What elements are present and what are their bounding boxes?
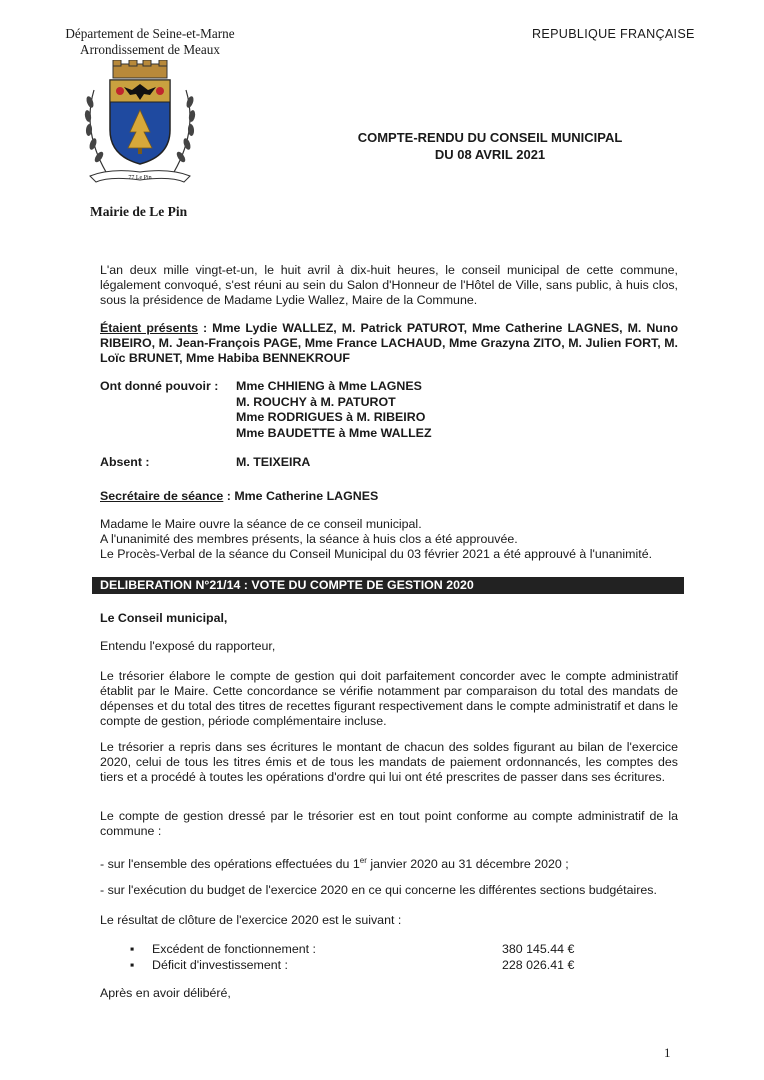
secretaire-value: : Mme Catherine LAGNES	[223, 489, 379, 503]
republique-header: REPUBLIQUE FRANÇAISE	[532, 27, 695, 41]
bullet-value: 380 145.44 €	[502, 942, 575, 956]
deliberation-item-2: - sur l'exécution du budget de l'exercice 2020 en ce qui concerne les différentes sections budgétaires.	[100, 883, 657, 897]
presents-list: : Mme Lydie WALLEZ, M. Patrick PATUROT, Mme Catherine LAGNES, M. Nuno RIBEIRO, M. Jean-François PAGE, Mme France LACHAUD, Mme Grazyna ZITO, M. Julien FORT, M. Loïc BRUNET, Mme Habiba BENNEKROUF	[100, 321, 679, 365]
resultat-list	[130, 942, 582, 973]
ouverture-line: Le Procès-Verbal de la séance du Conseil Municipal du 03 février 2021 a été approuvé à l'unanimité.	[100, 547, 653, 561]
deliberation-paragraph-1: Le trésorier élabore le compte de gestion qui doit parfaitement concorder avec le compte administratif établit par le Maire. Cette concordance se vérifie notamment par comparaison du total des mandats de dépenses et du total des titres de recettes figurant respectivement dans le compte administratif et dans le compte de gestion, période complémentaire incluse.	[100, 669, 678, 728]
pouvoir-item: M. ROUCHY à M. PATUROT	[236, 394, 396, 409]
pouvoir-list	[236, 379, 432, 441]
absent-value: M. TEIXEIRA	[236, 455, 311, 469]
arrondissement-name: Arrondissement de Meaux	[80, 42, 220, 57]
presents-label: Étaient présents	[100, 321, 198, 335]
entendu-line: Entendu l'exposé du rapporteur,	[100, 639, 276, 653]
department-name: Département de Seine-et-Marne	[65, 26, 235, 41]
crest-banner-text: 77 Le Pin	[128, 175, 152, 181]
ouverture-block	[100, 517, 678, 562]
list-item	[130, 942, 582, 958]
item-1-superscript: er	[359, 856, 367, 865]
list-item	[130, 958, 582, 974]
ouverture-line: A l'unanimité des membres présents, la séance à huis clos a été approuvée.	[100, 532, 518, 546]
pouvoir-item: Mme CHHIENG à Mme LAGNES	[236, 379, 422, 393]
deliberation-item-1	[100, 853, 678, 872]
mairie-name: Mairie de Le Pin	[90, 204, 188, 219]
page-number: 1	[664, 1045, 671, 1060]
bullet-value: 228 026.41 €	[502, 957, 575, 972]
absent-label: Absent :	[100, 455, 150, 469]
document-title	[340, 129, 640, 163]
deliberation-paragraph-2: Le trésorier a repris dans ses écritures le montant de chacun des soldes figurant au bilan de l'exercice 2020, celui de tous les titres émis et de tous les mandats de paiement ordonnancés, les comptes des tiers et a procédé à toutes les opérations d'ordre qui lui ont été prescrites de passer dans ses écritures.	[100, 740, 678, 784]
department-header	[50, 26, 250, 58]
conseil-line: Le Conseil municipal,	[100, 611, 228, 625]
bullet-icon: ▪	[130, 957, 135, 972]
secretaire-line	[100, 489, 678, 504]
deliberation-heading: DELIBERATION N°21/14 : VOTE DU COMPTE DE GESTION 2020	[92, 577, 684, 594]
pouvoir-item: Mme BAUDETTE à Mme WALLEZ	[236, 425, 432, 440]
title-line-2: DU 08 AVRIL 2021	[434, 147, 546, 162]
title-line-1: COMPTE-RENDU DU CONSEIL MUNICIPAL	[357, 130, 623, 145]
item-1-text: - sur l'ensemble des opérations effectuées du 1	[100, 857, 360, 872]
pouvoir-item: Mme RODRIGUES à M. RIBEIRO	[236, 410, 426, 424]
bullet-label: Excédent de fonctionnement :	[152, 942, 316, 956]
resultat-line: Le résultat de clôture de l'exercice 2020 est le suivant :	[100, 913, 402, 927]
intro-paragraph: L'an deux mille vingt-et-un, le huit avril à dix-huit heures, le conseil municipal de cette commune, légalement convoqué, s'est réuni au sein du Salon d'Honneur de l'Hôtel de Ville, sans public, à huis clos, sous la présidence de Madame Lydie Wallez, Maire de la Commune.	[100, 263, 678, 307]
deliberation-paragraph-3: Le compte de gestion dressé par le trésorier est en tout point conforme au compte administratif de la commune :	[100, 809, 678, 838]
pouvoir-label: Ont donné pouvoir :	[100, 379, 219, 393]
bullet-label: Déficit d'investissement :	[152, 957, 288, 972]
ouverture-line: Madame le Maire ouvre la séance de ce conseil municipal.	[100, 517, 422, 531]
presents-paragraph	[100, 321, 678, 366]
municipal-crest-logo	[80, 60, 200, 192]
item-1-text-end: janvier 2020 au 31 décembre 2020 ;	[366, 857, 569, 872]
bullet-icon: ▪	[130, 942, 135, 956]
apres-line: Après en avoir délibéré,	[100, 986, 231, 1000]
secretaire-label: Secrétaire de séance	[100, 489, 224, 503]
